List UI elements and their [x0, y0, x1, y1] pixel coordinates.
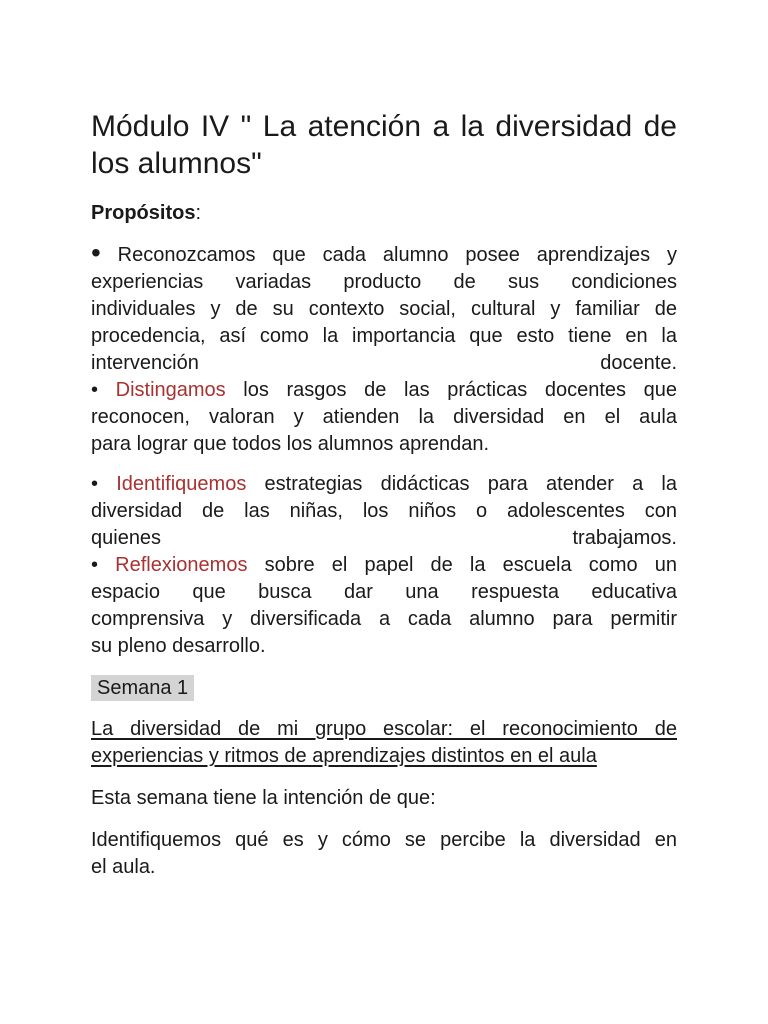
week-heading	[91, 675, 677, 701]
document-page	[91, 108, 677, 881]
purpose-item-3-line-2: diversidad de las niñas, los niños o adolescentes con	[91, 500, 677, 522]
week-intention: Esta semana tiene la intención de que:	[91, 787, 436, 809]
purpose-item-1-text-1: Reconozcamos que cada alumno posee aprendizajes y	[100, 244, 677, 266]
week-topic-line-1: La diversidad de mi grupo escolar: el reconocimiento de	[91, 718, 677, 740]
purpose-item-2	[91, 377, 677, 458]
purpose-item-3	[91, 471, 677, 552]
module-title-line-2: los alumnos"	[91, 147, 262, 180]
module-title-line-1: Módulo IV " La atención a la diversidad de	[91, 110, 677, 143]
purposes-heading	[91, 200, 677, 226]
purpose-item-2-first-rest: los rasgos de las prácticas docentes que	[225, 379, 677, 401]
purpose-item-2-line-1	[91, 377, 677, 404]
purposes-heading-label: Propósitos	[91, 202, 196, 224]
purpose-item-1-last-right: docente.	[600, 352, 677, 374]
purpose-item-2-line-3: para lograr que todos los alumnos aprendan.	[91, 433, 490, 455]
bullet-icon: •	[91, 554, 99, 576]
purpose-item-3-last-right: trabajamos.	[572, 527, 677, 549]
purpose-item-4-line-1	[91, 552, 677, 579]
week-objective-line-1: Identifiquemos qué es y cómo se percibe la diversidad en	[91, 829, 677, 851]
week-objective-line-2: el aula.	[91, 856, 156, 878]
purpose-item-4	[91, 552, 677, 660]
purpose-item-1	[91, 237, 677, 377]
purpose-item-3-line-1	[91, 471, 677, 498]
bullet-icon: •	[91, 379, 99, 401]
purpose-item-3-first-rest: estrategias didácticas para atender a la	[246, 473, 677, 495]
purpose-item-1-line-5	[91, 350, 677, 377]
purpose-item-2-verb: Distingamos	[115, 379, 226, 401]
week-topic-line-2: experiencias y ritmos de aprendizajes distintos en el aula	[91, 745, 597, 767]
bullet-icon: •	[91, 473, 99, 495]
week-badge: Semana 1	[91, 675, 194, 701]
purpose-item-4-first-rest: sobre el papel de la escuela como un	[247, 554, 677, 576]
purpose-item-1-line-1	[91, 237, 677, 269]
purpose-item-3-last-left: quienes	[91, 527, 162, 549]
purpose-item-4-verb: Reflexionemos	[115, 554, 248, 576]
purpose-item-1-line-2: experiencias variadas producto de sus condiciones	[91, 271, 677, 293]
bullet-icon: •	[91, 237, 101, 268]
week-topic	[91, 716, 677, 770]
purpose-item-1-line-3: individuales y de su contexto social, cultural y familiar de	[91, 298, 677, 320]
purposes-heading-colon: :	[195, 202, 202, 224]
purpose-item-4-line-4: su pleno desarrollo.	[91, 635, 266, 657]
purpose-item-4-line-3: comprensiva y diversificada a cada alumno para permitir	[91, 608, 677, 630]
module-title	[91, 108, 677, 182]
purpose-item-3-verb: Identifiquemos	[116, 473, 247, 495]
purpose-item-3-line-3	[91, 525, 677, 552]
purpose-item-4-line-2: espacio que busca dar una respuesta educativa	[91, 581, 677, 603]
week-objective	[91, 827, 677, 881]
purpose-item-2-line-2: reconocen, valoran y atienden la diversidad en el aula	[91, 406, 677, 428]
purpose-item-1-last-left: intervención	[91, 352, 199, 374]
purpose-item-1-line-4: procedencia, así como la importancia que esto tiene en la	[91, 325, 677, 347]
